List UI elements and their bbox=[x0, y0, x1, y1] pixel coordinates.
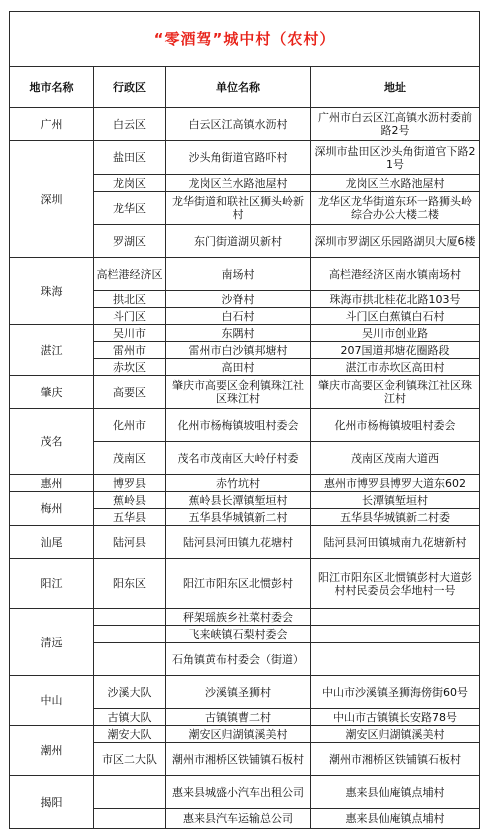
district-cell: 蕉岭县 bbox=[94, 492, 166, 509]
unit-cell: 阳江市阳东区北惯彭村 bbox=[166, 559, 311, 609]
unit-cell: 白云区江高镇水沥村 bbox=[166, 108, 311, 141]
table-row bbox=[10, 475, 480, 492]
address-cell: 207国道邦塘花圈路段 bbox=[311, 342, 480, 359]
city-cell: 深圳 bbox=[10, 141, 94, 258]
address-cell: 潮州市湘桥区铁铺镇石板村 bbox=[311, 743, 480, 776]
city-cell: 广州 bbox=[10, 108, 94, 141]
address-cell: 广州市白云区江高镇水沥村委前路2号 bbox=[311, 108, 480, 141]
address-cell: 潮安区归湖镇溪美村 bbox=[311, 726, 480, 743]
address-cell: 五华县华城镇新二村委 bbox=[311, 509, 480, 526]
district-cell bbox=[94, 776, 166, 809]
district-cell: 市区二大队 bbox=[94, 743, 166, 776]
unit-cell: 肇庆市高要区金利镇珠江社区珠江村 bbox=[166, 376, 311, 409]
address-cell: 惠州市博罗县博罗大道东602 bbox=[311, 475, 480, 492]
address-cell: 长潭镇堑垣村 bbox=[311, 492, 480, 509]
address-cell: 中山市沙溪镇圣狮海傍街60号 bbox=[311, 676, 480, 709]
address-cell: 化州市杨梅镇坡咀村委会 bbox=[311, 409, 480, 442]
address-cell: 斗门区白蕉镇白石村 bbox=[311, 308, 480, 325]
district-cell: 化州市 bbox=[94, 409, 166, 442]
table-row bbox=[10, 676, 480, 709]
address-cell: 阳江市阳东区北惯镇彭村大道彭村村民委员会华地村一号 bbox=[311, 559, 480, 609]
table-row bbox=[10, 559, 480, 609]
unit-cell: 化州市杨梅镇坡咀村委会 bbox=[166, 409, 311, 442]
unit-cell: 东门街道湖贝新村 bbox=[166, 225, 311, 258]
address-cell: 惠来县仙庵镇点埔村 bbox=[311, 809, 480, 829]
table-row bbox=[10, 409, 480, 442]
address-cell: 茂南区茂南大道西 bbox=[311, 442, 480, 475]
city-cell: 湛江 bbox=[10, 325, 94, 376]
city-cell: 茂名 bbox=[10, 409, 94, 475]
district-cell: 潮安大队 bbox=[94, 726, 166, 743]
district-cell: 高要区 bbox=[94, 376, 166, 409]
address-cell: 深圳市罗湖区乐园路湖贝大厦6楼 bbox=[311, 225, 480, 258]
district-cell: 古镇大队 bbox=[94, 709, 166, 726]
district-cell: 斗门区 bbox=[94, 308, 166, 325]
table-row bbox=[10, 776, 480, 809]
unit-cell: 沙溪镇圣狮村 bbox=[166, 676, 311, 709]
unit-cell: 赤竹坑村 bbox=[166, 475, 311, 492]
city-cell: 中山 bbox=[10, 676, 94, 726]
district-cell: 龙华区 bbox=[94, 192, 166, 225]
table-row bbox=[10, 492, 480, 509]
address-cell: 湛江市赤坎区高田村 bbox=[311, 359, 480, 376]
table-row bbox=[10, 526, 480, 559]
district-cell: 龙岗区 bbox=[94, 175, 166, 192]
district-cell bbox=[94, 609, 166, 626]
unit-cell: 五华县华城镇新二村 bbox=[166, 509, 311, 526]
unit-cell: 高田村 bbox=[166, 359, 311, 376]
address-cell: 吴川市创业路 bbox=[311, 325, 480, 342]
city-cell: 阳江 bbox=[10, 559, 94, 609]
district-cell bbox=[94, 809, 166, 829]
village-table bbox=[9, 11, 480, 829]
district-cell: 盐田区 bbox=[94, 141, 166, 175]
unit-cell: 惠来县城盛小汽车出租公司 bbox=[166, 776, 311, 809]
unit-cell: 茂名市茂南区大岭仔村委 bbox=[166, 442, 311, 475]
address-cell: 高栏港经济区南水镇南场村 bbox=[311, 258, 480, 291]
city-cell: 潮州 bbox=[10, 726, 94, 776]
table-row bbox=[10, 258, 480, 291]
district-cell: 高栏港经济区 bbox=[94, 258, 166, 291]
header-city: 地市名称 bbox=[10, 67, 94, 108]
address-cell: 中山市古镇镇长安路78号 bbox=[311, 709, 480, 726]
header-address: 地址 bbox=[311, 67, 480, 108]
district-cell: 陆河县 bbox=[94, 526, 166, 559]
table-title: “零酒驾”城中村（农村） bbox=[10, 12, 480, 67]
city-cell: 梅州 bbox=[10, 492, 94, 526]
address-cell bbox=[311, 626, 480, 643]
header-district: 行政区 bbox=[94, 67, 166, 108]
table-row bbox=[10, 376, 480, 409]
address-cell: 肇庆市高要区金利镇珠江社区珠江村 bbox=[311, 376, 480, 409]
address-cell bbox=[311, 643, 480, 676]
district-cell: 博罗县 bbox=[94, 475, 166, 492]
address-cell: 龙华区龙华街道东环一路狮头岭综合办公大楼二楼 bbox=[311, 192, 480, 225]
address-cell: 珠海市拱北桂花北路103号 bbox=[311, 291, 480, 308]
table-row bbox=[10, 325, 480, 342]
district-cell: 拱北区 bbox=[94, 291, 166, 308]
district-cell: 雷州市 bbox=[94, 342, 166, 359]
unit-cell: 蕉岭县长潭镇堑垣村 bbox=[166, 492, 311, 509]
unit-cell: 沙脊村 bbox=[166, 291, 311, 308]
address-cell: 深圳市盐田区沙头角街道官下路21号 bbox=[311, 141, 480, 175]
district-cell: 吴川市 bbox=[94, 325, 166, 342]
unit-cell: 古镇镇曹二村 bbox=[166, 709, 311, 726]
district-cell: 沙溪大队 bbox=[94, 676, 166, 709]
city-cell: 珠海 bbox=[10, 258, 94, 325]
header-row bbox=[10, 67, 480, 108]
city-cell: 清远 bbox=[10, 609, 94, 676]
district-cell bbox=[94, 643, 166, 676]
address-cell: 惠来县仙庵镇点埔村 bbox=[311, 776, 480, 809]
address-cell: 龙岗区兰水路池屋村 bbox=[311, 175, 480, 192]
unit-cell: 南场村 bbox=[166, 258, 311, 291]
address-cell: 陆河县河田镇城南九花塘新村 bbox=[311, 526, 480, 559]
unit-cell: 龙华街道和联社区狮头岭新村 bbox=[166, 192, 311, 225]
district-cell bbox=[94, 626, 166, 643]
unit-cell: 飞来峡镇石梨村委会 bbox=[166, 626, 311, 643]
district-cell: 茂南区 bbox=[94, 442, 166, 475]
city-cell: 惠州 bbox=[10, 475, 94, 492]
district-cell: 阳东区 bbox=[94, 559, 166, 609]
unit-cell: 陆河县河田镇九花塘村 bbox=[166, 526, 311, 559]
unit-cell: 惠来县汽车运输总公司 bbox=[166, 809, 311, 829]
unit-cell: 潮州市湘桥区铁铺镇石板村 bbox=[166, 743, 311, 776]
district-cell: 赤坎区 bbox=[94, 359, 166, 376]
district-cell: 五华县 bbox=[94, 509, 166, 526]
unit-cell: 潮安区归湖镇溪美村 bbox=[166, 726, 311, 743]
unit-cell: 沙头角街道官路吓村 bbox=[166, 141, 311, 175]
city-cell: 揭阳 bbox=[10, 776, 94, 829]
address-cell bbox=[311, 609, 480, 626]
header-unit: 单位名称 bbox=[166, 67, 311, 108]
table-row bbox=[10, 141, 480, 175]
unit-cell: 白石村 bbox=[166, 308, 311, 325]
table-row bbox=[10, 108, 480, 141]
city-cell: 汕尾 bbox=[10, 526, 94, 559]
district-cell: 罗湖区 bbox=[94, 225, 166, 258]
unit-cell: 石角镇黄布村委会（街道） bbox=[166, 643, 311, 676]
unit-cell: 秤架瑶族乡社菜村委会 bbox=[166, 609, 311, 626]
district-cell: 白云区 bbox=[94, 108, 166, 141]
table-row bbox=[10, 609, 480, 626]
city-cell: 肇庆 bbox=[10, 376, 94, 409]
unit-cell: 龙岗区兰水路池屋村 bbox=[166, 175, 311, 192]
unit-cell: 雷州市白沙镇邦塘村 bbox=[166, 342, 311, 359]
table-row bbox=[10, 726, 480, 743]
unit-cell: 东隅村 bbox=[166, 325, 311, 342]
